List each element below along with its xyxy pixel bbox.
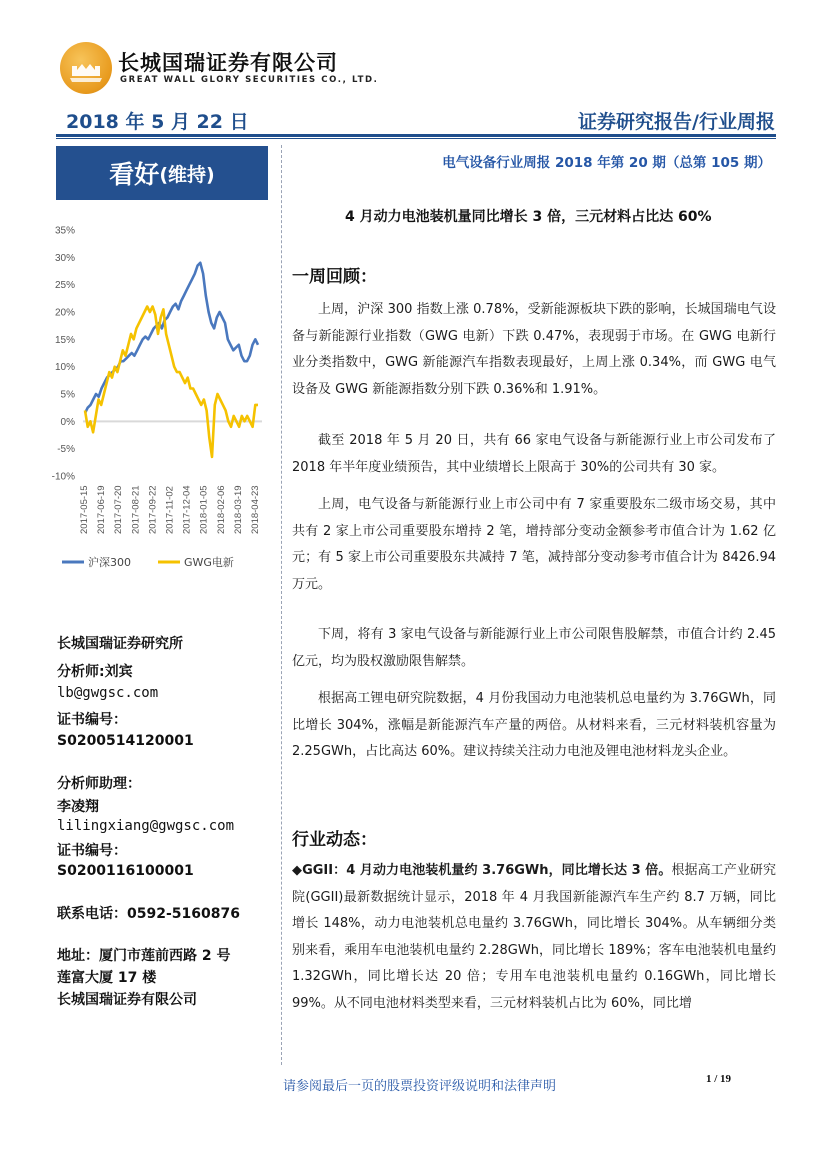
x-tick-label: 2018-02-06 [215, 485, 227, 534]
x-tick-label: 2017-07-20 [113, 485, 125, 534]
contact-phone: 联系电话：0592-5160876 [57, 906, 240, 922]
report-headline: 4 月动力电池装机量同比增长 3 倍，三元材料占比达 60% [345, 209, 712, 225]
x-tick-label: 2018-04-23 [250, 485, 261, 534]
review-paragraph-3: 上周，电气设备与新能源行业上市公司中有 7 家重要股东二级市场交易，其中共有 2 家上市公司重要股东增持 2 笔，增持部分变动金额参考市值合计为 1.62 亿元；有 5 家上市公司重要股东共减持 7 笔，减持部分变动参考市值合计为 8426.94 万元。 [292, 497, 776, 592]
chart-y-ticks [52, 226, 75, 483]
x-tick-label: 2018-03-19 [232, 485, 244, 534]
legend-label: 沪深300 [88, 556, 131, 569]
news-body: 根据高工产业研究院(GGII)最新数据统计显示，2018 年 4 月我国新能源汽车生产约 8.7 万辆，同比增长 148%，动力电池装机总电量约 3.76GWh，同比增长 304%。从车辆细分类别来看，乘用车电池装机电量约 2.28GWh，同比增长 189%；客车电池装机电量约 1.32GWh，同比增长达 20 倍；专用车电池装机电量约 0.16GWh，同比增长 99%。从不同电池材料类型来看，三元材料装机占比为 60%，同比增 [292, 863, 776, 1011]
series-line-hs300 [85, 263, 258, 413]
review-paragraph-2: 截至 2018 年 5 月 20 日，共有 66 家电气设备与新能源行业上市公司发布了 2018 年半年度业绩预告，其中业绩增长上限高于 30%的公司共有 30 家。 [292, 433, 776, 475]
rating-main: 看好 [109, 160, 160, 189]
legend-label: GWG电新 [184, 556, 234, 569]
company-logo [60, 42, 112, 94]
chart-legend [62, 555, 234, 569]
y-tick-label: 5% [60, 389, 75, 401]
header-rule-thin [56, 138, 776, 139]
analyst-email[interactable]: lb@gwgsc.com [57, 685, 159, 701]
cert-label: 证书编号： [57, 712, 127, 728]
rating-sub: (维持) [159, 163, 215, 186]
x-tick-label: 2017-08-21 [130, 485, 142, 534]
y-tick-label: 20% [54, 307, 75, 319]
x-tick-label: 2017-05-15 [79, 485, 90, 534]
column-divider [281, 145, 282, 1065]
x-tick-label: 2017-12-04 [181, 485, 193, 534]
review-paragraph-1: 上周，沪深 300 指数上涨 0.78%，受新能源板块下跌的影响，长城国瑞电气设备与新能源行业指数（GWG 电新）下跌 0.47%，表现弱于市场。在 GWG 电新行业分类指数中，GWG 新能源汽车指数表现最好，上周上涨 0.34%，而 GWG 电气设备及 GWG 新能源指数分别下跌 0.36%和 1.91%。 [292, 302, 776, 397]
news-section-title: 行业动态： [292, 830, 377, 850]
y-tick-label: 35% [54, 225, 75, 237]
review-paragraph-4: 下周，将有 3 家电气设备与新能源行业上市公司限售股解禁，市值合计约 2.45 亿元，均为股权激励限售解禁。 [292, 627, 776, 669]
y-tick-label: 0% [60, 416, 75, 428]
header-rule [56, 134, 776, 137]
footer-disclaimer[interactable]: 请参阅最后一页的股票投资评级说明和法律声明 [283, 1079, 557, 1094]
x-tick-label: 2017-09-22 [147, 485, 159, 534]
assistant-cert-number: S0200116100001 [57, 863, 194, 879]
rating-box [56, 146, 268, 200]
company-name-en: GREAT WALL GLORY SECURITIES CO., LTD. [120, 75, 379, 85]
review-paragraph-5: 根据高工锂电研究院数据，4 月份我国动力电池装机总电量约为 3.76GWh，同比增长 304%，涨幅是新能源汽车产量的两倍。从材料来看，三元材料装机容量为 2.25GWh，占比高达 60%。建议持续关注动力电池及锂电池材料龙头企业。 [292, 691, 776, 759]
report-type: 证券研究报告/行业周报 [578, 111, 775, 133]
company-name-cn: 长城国瑞证券有限公司 [118, 51, 338, 75]
news-lead: ◆GGII：4 月动力电池装机量约 3.76GWh，同比增长达 3 倍。 [292, 863, 672, 878]
page-number: 1 / 19 [706, 1073, 732, 1085]
y-tick-label: 30% [54, 252, 75, 264]
x-tick-label: 2018-01-05 [198, 485, 210, 534]
cert-number: S0200514120001 [57, 733, 194, 749]
series-line-gwg [85, 307, 258, 457]
y-tick-label: 15% [54, 334, 75, 346]
y-tick-label: 10% [54, 362, 75, 374]
y-tick-label: -5% [57, 444, 75, 456]
x-tick-label: 2017-06-19 [96, 485, 108, 534]
performance-chart [40, 220, 270, 580]
chart-x-ticks [79, 485, 261, 534]
great-wall-logo-icon [60, 42, 112, 94]
review-section-title: 一周回顾： [292, 267, 377, 287]
news-paragraph [292, 858, 776, 1017]
institute-name: 长城国瑞证券研究所 [57, 636, 183, 652]
address-line1: 地址：厦门市莲前西路 2 号 [57, 948, 231, 964]
address-line2: 莲富大厦 17 楼 [57, 970, 157, 986]
assistant-name: 李凌翔 [57, 799, 99, 815]
report-date: 2018 年 5 月 22 日 [66, 111, 249, 133]
y-tick-label: -10% [51, 471, 75, 483]
x-tick-label: 2017-11-02 [164, 486, 176, 534]
address-line3: 长城国瑞证券有限公司 [57, 992, 197, 1008]
y-tick-label: 25% [54, 280, 75, 292]
assistant-label: 分析师助理： [57, 776, 141, 792]
assistant-email[interactable]: lilingxiang@gwgsc.com [57, 818, 235, 834]
issue-line: 电气设备行业周报 2018 年第 20 期（总第 105 期） [442, 155, 771, 171]
assistant-cert-label: 证书编号： [57, 843, 127, 859]
chart-lines [85, 263, 258, 457]
analyst-name: 分析师:刘宾 [57, 664, 133, 680]
